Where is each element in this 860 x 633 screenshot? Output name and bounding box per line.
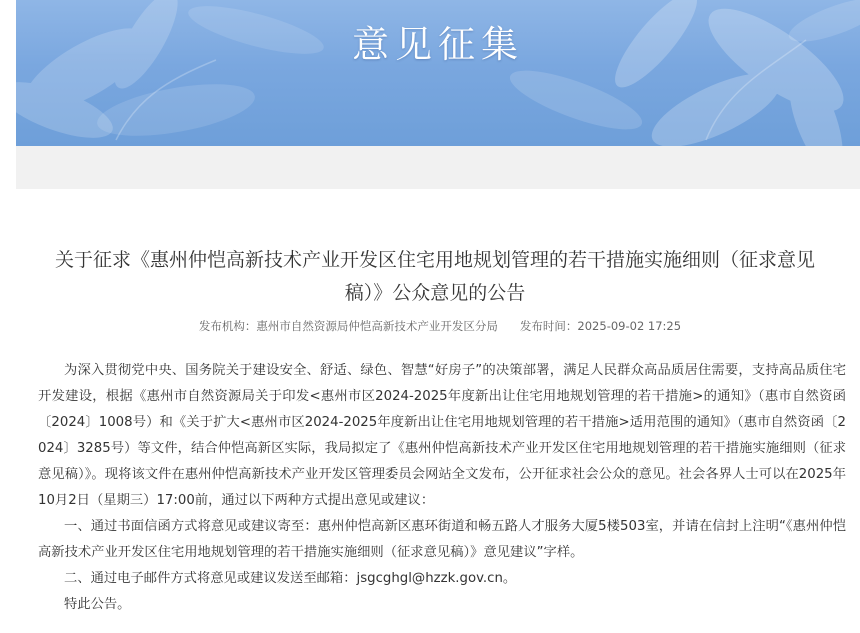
paragraph-closing: 特此公告。	[64, 597, 131, 612]
article-title: 关于征求《惠州仲恺高新技术产业开发区住宅用地规划管理的若干措施实施细则（征求意见稿）》公众意见的公告	[54, 249, 815, 304]
article-body	[38, 358, 846, 618]
banner-title: 意见征集	[352, 23, 524, 66]
publish-time-label: 发布时间：	[519, 319, 578, 333]
paragraph-method-email: 二、通过电子邮件方式将意见或建议发送至邮箱：jsgcghgl@hzzk.gov.cn。	[64, 571, 517, 586]
page-banner	[16, 0, 860, 146]
banner-strip	[16, 146, 860, 189]
paragraph-method-mail: 一、通过书面信函方式将意见或建议寄至：惠州仲恺高新区惠环街道和畅五路人才服务大厦5楼503室，并请在信封上注明“《惠州仲恺高新技术产业开发区住宅用地规划管理的若干措施实施细则（征求意见稿）》意见建议”字样。	[38, 519, 846, 560]
publisher-label: 发布机构：	[198, 319, 257, 333]
paragraph-intro: 为深入贯彻党中央、国务院关于建设安全、舒适、绿色、智慧“好房子”的决策部署，满足人民群众高品质居住需要，支持高品质住宅开发建设，根据《惠州市自然资源局关于印发<惠州市区2024-2025年度新出让住宅用地规划管理的若干措施>的通知》（惠市自然资函〔2024〕1008号）和《关于扩大<惠州市区2024-2025年度新出让住宅用地规划管理的若干措施>适用范围的通知》（惠市自然资函〔2024〕3285号）等文件，结合仲恺高新区实际，我局拟定了《惠州仲恺高新技术产业开发区住宅用地规划管理的若干措施实施细则（征求意见稿）》。现将该文件在惠州仲恺高新技术产业开发区管理委员会网站全文发布，公开征求社会公众的意见。社会各界人士可以在2025年10月2日（星期三）17:00前，通过以下两种方式提出意见或建议：	[38, 363, 846, 508]
publisher-value: 惠州市自然资源局仲恺高新技术产业开发区分局	[256, 319, 498, 333]
article-meta	[40, 318, 840, 334]
publish-time-value: 2025-09-02 17:25	[577, 319, 682, 333]
